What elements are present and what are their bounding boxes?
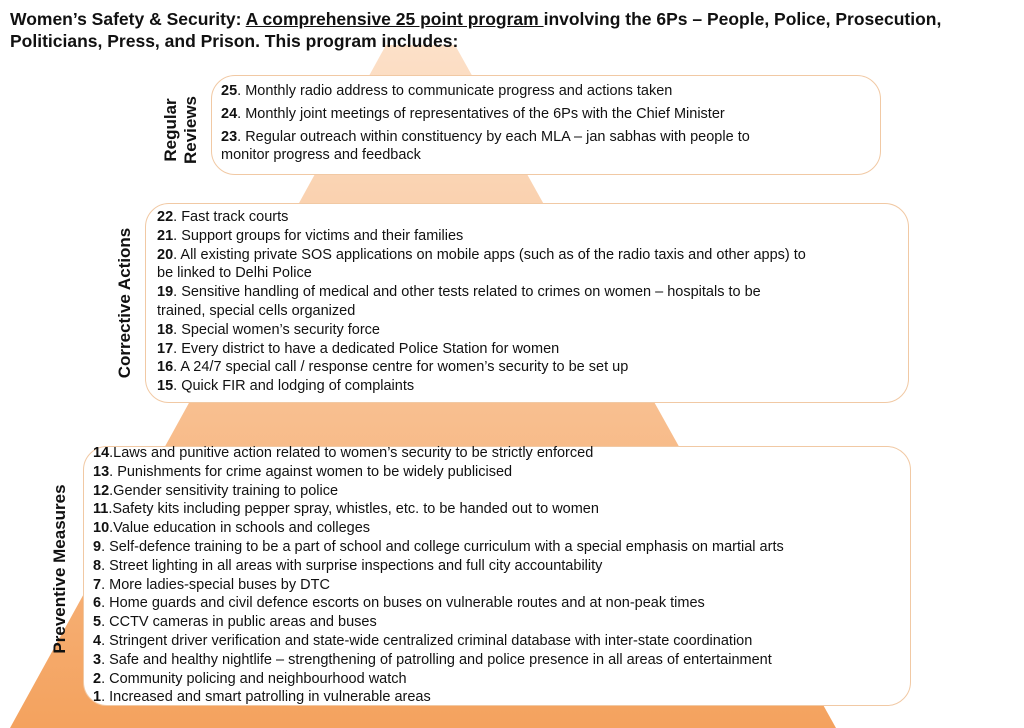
- item-number: 10: [93, 520, 110, 537]
- item-number: 21: [157, 227, 174, 244]
- preventive-measures-label-text: Preventive Measures: [50, 484, 69, 654]
- corrective-actions-label-text: Corrective Actions: [115, 227, 134, 379]
- list-item: [157, 321, 380, 340]
- list-item: [93, 688, 431, 707]
- regular-reviews-label-line1: Regular: [161, 98, 180, 162]
- item-number: 20: [157, 246, 174, 263]
- item-text: .Value education in schools and colleges: [109, 520, 371, 537]
- list-item: [93, 519, 370, 538]
- list-item: [157, 208, 288, 227]
- regular-reviews-label-line2: Reviews: [181, 95, 200, 165]
- list-item: [157, 302, 355, 321]
- item-text: . Every district to have a dedicated Police Station for women: [173, 340, 560, 357]
- item-text: .Safety kits including pepper spray, whistles, etc. to be handed out to women: [108, 501, 599, 518]
- list-item: [157, 358, 628, 377]
- list-item: [157, 340, 559, 359]
- list-item: [93, 613, 377, 632]
- item-text: . Quick FIR and lodging of complaints: [173, 378, 415, 395]
- item-text: . Safe and healthy nightlife – strengthening of patrolling and police presence in all areas of entertainment: [101, 651, 772, 668]
- list-item: [221, 105, 725, 124]
- item-text: . Special women’s security force: [173, 321, 380, 338]
- item-text: . Monthly joint meetings of representatives of the 6Ps with the Chief Minister: [237, 106, 725, 122]
- item-number: 11: [93, 501, 109, 518]
- list-item: [93, 651, 772, 670]
- item-text: . More ladies-special buses by DTC: [101, 576, 330, 593]
- list-item: [157, 246, 806, 265]
- item-text: . All existing private SOS applications on mobile apps (such as of the radio taxis and other apps) to: [173, 246, 806, 263]
- item-text: .Gender sensitivity training to police: [109, 482, 339, 499]
- preventive-measures-label: [50, 464, 72, 674]
- list-item: [93, 463, 512, 482]
- item-number: 24: [221, 106, 238, 122]
- list-item: [93, 444, 593, 463]
- list-item: [93, 557, 602, 576]
- list-item: [93, 632, 752, 651]
- title-prefix: Women’s Safety & Security:: [10, 9, 246, 29]
- item-number: 22: [157, 209, 174, 225]
- item-text: monitor progress and feedback: [221, 147, 421, 163]
- list-item: [93, 594, 705, 613]
- list-item: [221, 82, 672, 101]
- page-title: [10, 8, 1010, 52]
- item-text: . Punishments for crime against women to be widely publicised: [109, 463, 513, 480]
- list-item: [93, 538, 784, 557]
- list-item: [93, 500, 599, 519]
- item-number: 5: [93, 614, 102, 631]
- item-number: 6: [93, 595, 102, 612]
- item-number: 8: [93, 557, 102, 574]
- list-item: [93, 576, 330, 595]
- item-number: 25: [221, 83, 238, 99]
- corrective-actions-label: [115, 203, 137, 403]
- item-number: 23: [221, 129, 238, 145]
- item-text: . CCTV cameras in public areas and buses: [101, 614, 377, 631]
- list-item: [157, 283, 761, 302]
- item-number: 17: [157, 340, 174, 357]
- item-text: .Laws and punitive action related to women’s security to be strictly enforced: [109, 445, 594, 461]
- item-text: . Sensitive handling of medical and other tests related to crimes on women – hospitals to be: [173, 284, 761, 301]
- list-item: [93, 482, 338, 501]
- item-number: 14: [93, 445, 110, 461]
- item-text: . A 24/7 special call / response centre for women’s security to be set up: [173, 359, 629, 376]
- item-number: 16: [157, 359, 174, 376]
- item-text: . Regular outreach within constituency by each MLA – jan sabhas with people to: [237, 129, 750, 145]
- list-item: [221, 146, 421, 165]
- item-number: 2: [93, 670, 102, 687]
- item-number: 13: [93, 463, 110, 480]
- list-item: [157, 264, 312, 283]
- item-text: . Community policing and neighbourhood watch: [101, 670, 407, 687]
- title-underlined: A comprehensive 25 point program: [245, 9, 544, 29]
- item-text: . Self-defence training to be a part of school and college curriculum with a special emphasis on martial arts: [101, 539, 784, 555]
- item-text: . Fast track courts: [173, 209, 289, 225]
- item-text: . Home guards and civil defence escorts on buses on vulnerable routes and at non-peak times: [101, 595, 705, 612]
- list-item: [157, 377, 414, 396]
- item-number: 19: [157, 284, 174, 301]
- item-number: 18: [157, 321, 174, 338]
- regular-reviews-label: [161, 71, 205, 189]
- item-number: 15: [157, 378, 174, 395]
- item-number: 3: [93, 651, 102, 668]
- item-text: . Street lighting in all areas with surprise inspections and full city accountability: [101, 557, 603, 574]
- list-item: [157, 227, 463, 246]
- list-item: [93, 670, 407, 689]
- item-text: . Increased and smart patrolling in vulnerable areas: [101, 689, 431, 706]
- list-item: [221, 128, 750, 147]
- item-number: 12: [93, 482, 110, 499]
- title-suffix: involving the 6Ps – People, Police, Prosecution, Politicians, Press, and Prison. This program includes:: [10, 9, 942, 51]
- item-number: 9: [93, 539, 102, 555]
- item-text: trained, special cells organized: [157, 303, 356, 319]
- item-text: . Stringent driver verification and state-wide centralized criminal database with inter-state coordination: [101, 633, 753, 649]
- item-number: 4: [93, 633, 102, 649]
- item-number: 7: [93, 576, 102, 593]
- item-text: . Monthly radio address to communicate progress and actions taken: [237, 83, 673, 99]
- item-number: 1: [93, 689, 102, 706]
- item-text: . Support groups for victims and their families: [173, 227, 464, 244]
- item-text: be linked to Delhi Police: [157, 265, 312, 282]
